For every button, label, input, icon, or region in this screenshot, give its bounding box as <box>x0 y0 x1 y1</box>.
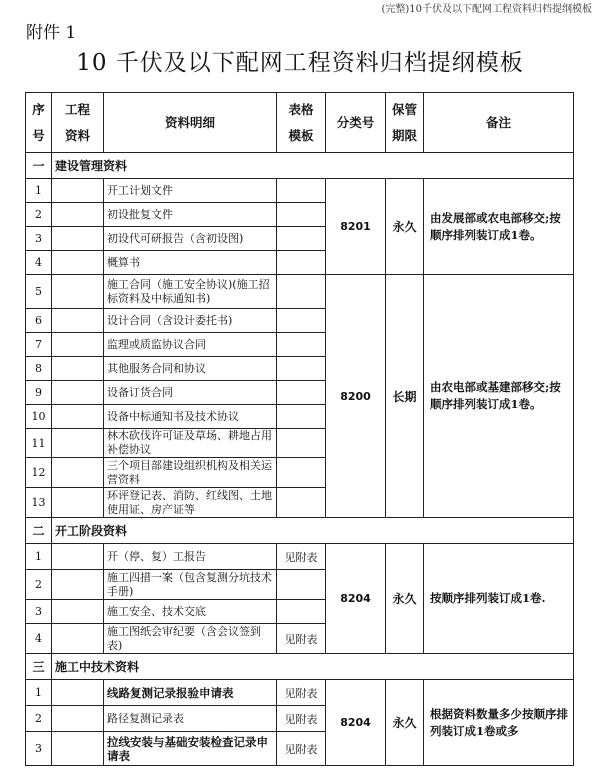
row-form-template <box>277 309 326 333</box>
group-remark: 按顺序排列装订成1卷. <box>424 544 574 654</box>
row-detail: 施工图纸会审纪要（含会议签到表) <box>104 624 277 654</box>
row-form-template <box>277 570 326 600</box>
row-detail: 开工计划文件 <box>104 179 277 203</box>
table-row <box>26 275 574 309</box>
row-detail: 路径复测记录表 <box>104 706 277 732</box>
col-seq-header: 序 号 <box>26 93 52 153</box>
row-detail: 设计合同（含设计委托书) <box>104 309 277 333</box>
col-eng-header: 工程 资料 <box>52 93 104 153</box>
group-code: 8204 <box>326 680 386 766</box>
section-title: 建设管理资料 <box>52 153 574 179</box>
col-form-header: 表格 模板 <box>277 93 326 153</box>
row-number: 10 <box>26 405 52 429</box>
row-form-template <box>277 333 326 357</box>
engineering-cell <box>52 381 104 405</box>
engineering-cell <box>52 429 104 458</box>
section-mark: 三 <box>26 654 52 680</box>
row-detail: 施工四措一案（包含复测分坑技术手册) <box>104 570 277 600</box>
row-form-template <box>277 203 326 227</box>
archive-outline-table <box>25 92 574 766</box>
engineering-cell <box>52 458 104 488</box>
group-term: 永久 <box>386 544 424 654</box>
engineering-cell <box>52 309 104 333</box>
row-form-template <box>277 458 326 488</box>
row-detail: 初设批复文件 <box>104 203 277 227</box>
row-number: 8 <box>26 357 52 381</box>
section-mark: 二 <box>26 518 52 544</box>
row-detail: 施工安全、技术交底 <box>104 600 277 624</box>
section-title: 施工中技术资料 <box>52 654 574 680</box>
row-number: 3 <box>26 227 52 251</box>
table-row <box>26 680 574 706</box>
row-detail: 概算书 <box>104 251 277 275</box>
table-body <box>26 153 574 766</box>
row-form-template <box>277 179 326 203</box>
row-detail: 线路复测记录报验申请表 <box>104 680 277 706</box>
engineering-cell <box>52 227 104 251</box>
section-row <box>26 654 574 680</box>
table-row <box>26 179 574 203</box>
row-number: 1 <box>26 544 52 570</box>
row-number: 11 <box>26 429 52 458</box>
engineering-cell <box>52 732 104 766</box>
row-number: 4 <box>26 251 52 275</box>
row-form-template: 见附表 <box>277 544 326 570</box>
row-number: 7 <box>26 333 52 357</box>
group-term: 长期 <box>386 275 424 518</box>
engineering-cell <box>52 251 104 275</box>
row-form-template: 见附表 <box>277 680 326 706</box>
row-form-template <box>277 488 326 518</box>
group-term: 永久 <box>386 680 424 766</box>
group-remark: 根据资料数量多少按顺序排列装订成1卷或多 <box>424 680 574 766</box>
table-header-row <box>26 93 574 153</box>
row-detail: 其他服务合同和协议 <box>104 357 277 381</box>
col-remark-header: 备注 <box>424 93 574 153</box>
section-row <box>26 153 574 179</box>
row-detail: 监理或质监协议合同 <box>104 333 277 357</box>
engineering-cell <box>52 570 104 600</box>
row-number: 1 <box>26 680 52 706</box>
engineering-cell <box>52 680 104 706</box>
row-detail: 开（停、复）工报告 <box>104 544 277 570</box>
col-detail-header: 资料明细 <box>104 93 277 153</box>
row-form-template <box>277 600 326 624</box>
row-form-template <box>277 429 326 458</box>
row-number: 2 <box>26 570 52 600</box>
group-code: 8200 <box>326 275 386 518</box>
row-number: 2 <box>26 203 52 227</box>
document-title: 10 千伏及以下配网工程资料归档提纲模板 <box>76 50 524 76</box>
row-number: 6 <box>26 309 52 333</box>
row-form-template <box>277 251 326 275</box>
row-number: 3 <box>26 600 52 624</box>
row-form-template <box>277 381 326 405</box>
attachment-label: 附件 1 <box>26 23 77 43</box>
row-detail: 环评登记表、消防、红线图、土地使用证、房产证等 <box>104 488 277 518</box>
engineering-cell <box>52 203 104 227</box>
engineering-cell <box>52 706 104 732</box>
row-detail: 设备订货合同 <box>104 381 277 405</box>
row-detail: 林木砍伐许可证及草场、耕地占用补偿协议 <box>104 429 277 458</box>
row-form-template <box>277 227 326 251</box>
group-code: 8204 <box>326 544 386 654</box>
row-form-template: 见附表 <box>277 732 326 766</box>
row-detail: 三个项目部建设组织机构及相关运营资料 <box>104 458 277 488</box>
engineering-cell <box>52 600 104 624</box>
section-row <box>26 518 574 544</box>
row-form-template: 见附表 <box>277 624 326 654</box>
engineering-cell <box>52 333 104 357</box>
row-number: 4 <box>26 624 52 654</box>
col-term-header: 保管 期限 <box>386 93 424 153</box>
row-form-template <box>277 275 326 309</box>
section-title: 开工阶段资料 <box>52 518 574 544</box>
row-number: 13 <box>26 488 52 518</box>
row-form-template <box>277 357 326 381</box>
row-detail: 施工合同（施工安全协议)(施工招标资料及中标通知书) <box>104 275 277 309</box>
engineering-cell <box>52 405 104 429</box>
col-code-header: 分类号 <box>326 93 386 153</box>
page-header-note: (完整)10千伏及以下配网工程资料归档提纲模板 <box>381 4 592 15</box>
section-mark: 一 <box>26 153 52 179</box>
row-number: 5 <box>26 275 52 309</box>
group-term: 永久 <box>386 179 424 275</box>
row-detail: 拉线安装与基础安装检查记录申请表 <box>104 732 277 766</box>
group-remark: 由发展部或农电部移交;按顺序排列装订成1卷。 <box>424 179 574 275</box>
group-remark: 由农电部或基建部移交;按顺序排列装订成1卷。 <box>424 275 574 518</box>
row-number: 1 <box>26 179 52 203</box>
row-number: 3 <box>26 732 52 766</box>
table-row <box>26 544 574 570</box>
row-number: 2 <box>26 706 52 732</box>
engineering-cell <box>52 275 104 309</box>
row-number: 9 <box>26 381 52 405</box>
engineering-cell <box>52 488 104 518</box>
row-detail: 设备中标通知书及技术协议 <box>104 405 277 429</box>
row-form-template: 见附表 <box>277 706 326 732</box>
row-number: 12 <box>26 458 52 488</box>
group-code: 8201 <box>326 179 386 275</box>
engineering-cell <box>52 624 104 654</box>
engineering-cell <box>52 179 104 203</box>
engineering-cell <box>52 544 104 570</box>
row-form-template <box>277 405 326 429</box>
row-detail: 初设代可研报告（含初设图) <box>104 227 277 251</box>
engineering-cell <box>52 357 104 381</box>
